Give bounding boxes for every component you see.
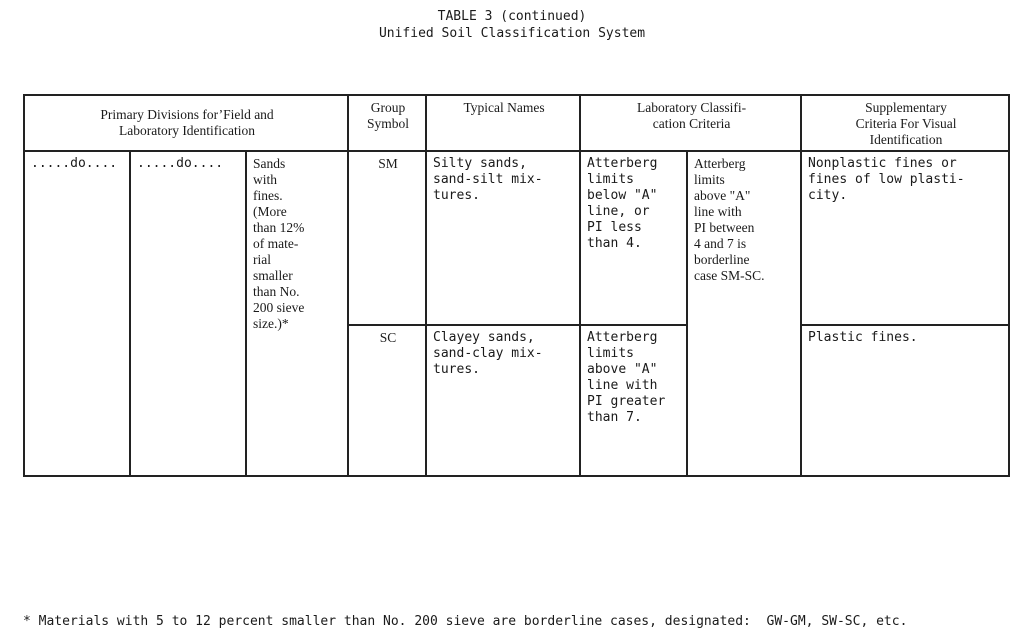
lab-criteria-borderline: Atterberg limits above "A" line with PI between 4 and 7 is borderline case SM-SC.	[687, 151, 801, 476]
header-lab-criteria: Laboratory Classifi- cation Criteria	[580, 95, 801, 151]
header-row	[24, 95, 1009, 151]
group-symbol-sc: SC	[348, 325, 426, 476]
typical-name-sm: Silty sands, sand-silt mix- tures.	[426, 151, 580, 325]
group-symbol-sm: SM	[348, 151, 426, 325]
typical-name-sc: Clayey sands, sand-clay mix- tures.	[426, 325, 580, 476]
header-typical-names: Typical Names	[426, 95, 580, 151]
division-cell-1: .....do....	[24, 151, 130, 476]
header-group-symbol: Group Symbol	[348, 95, 426, 151]
table-title-line1: TABLE 3 (continued)	[437, 9, 587, 24]
header-primary-divisions: Primary Divisions for’Field and Laboratory Identification	[24, 95, 348, 151]
table-title-line2: Unified Soil Classification System	[378, 26, 646, 41]
supplementary-sm: Nonplastic fines or fines of low plasti- city.	[801, 151, 1009, 325]
soil-classification-table	[23, 94, 1010, 477]
table-footnote: * Materials with 5 to 12 percent smaller than No. 200 sieve are borderline cases, designated: GW-GM, SW-SC, etc.	[23, 614, 908, 629]
table-title	[0, 8, 1024, 42]
division-cell-sands-with-fines: Sands with fines. (More than 12% of mate- rial smaller than No. 200 sieve size.)*	[246, 151, 348, 476]
header-supplementary-criteria: Supplementary Criteria For Visual Identification	[801, 95, 1009, 151]
division-cell-2: .....do....	[130, 151, 246, 476]
lab-criteria-sc: Atterberg limits above "A" line with PI greater than 7.	[580, 325, 687, 476]
lab-criteria-sm: Atterberg limits below "A" line, or PI less than 4.	[580, 151, 687, 325]
table-row-sm	[24, 151, 1009, 325]
supplementary-sc: Plastic fines.	[801, 325, 1009, 476]
